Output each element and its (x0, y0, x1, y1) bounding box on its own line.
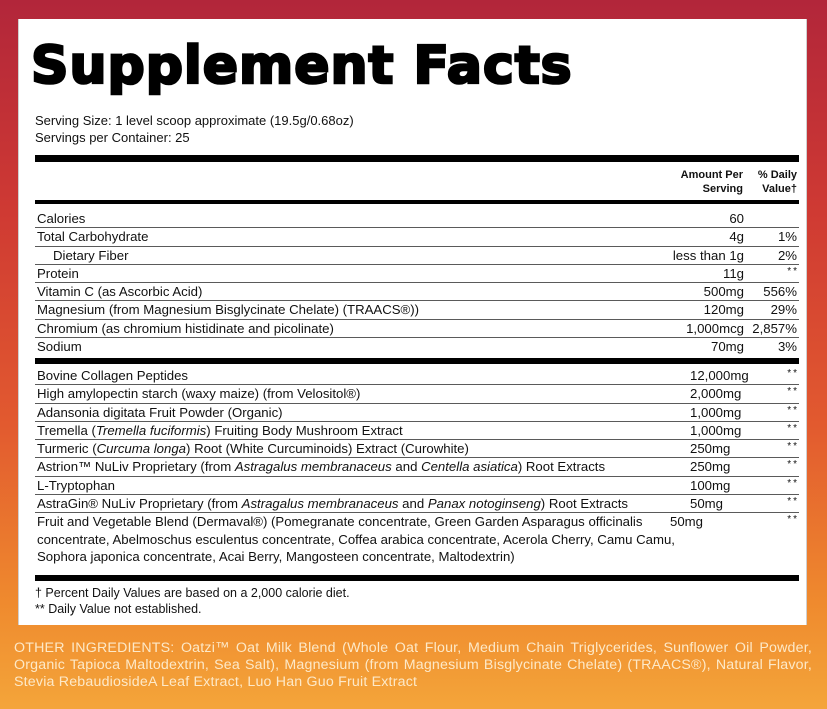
panel-title: Supplement Facts (31, 36, 573, 96)
ingredient-row-fruit-blend: Fruit and Vegetable Blend (Dermaval®) (Pomegranate concentrate, Green Garden Asparagus officinalis concentrate, Abelmoschus esculentus concentrate, Coffea arabica concentrate, Acerola Cherry, Camu Camu, Sophora japonica concentrate, Acai Berry, Mangosteen concentrate, Maltodextrin) 50mg ** (37, 514, 799, 564)
ingredient-row-turmeric: Turmeric (Curcuma longa) Root (White Curcuminoids) Extract (Curowhite) 250mg ** (35, 440, 799, 458)
nutrient-row-magnesium: Magnesium (from Magnesium Bisglycinate Chelate) (TRAACS®)) 120mg 29% (35, 301, 799, 319)
ingredient-rows (35, 367, 799, 569)
ingredient-row-adansonia: Adansonia digitata Fruit Powder (Organic) 1,000mg ** (35, 404, 799, 422)
other-ingredients: OTHER INGREDIENTS: Oatzi™ Oat Milk Blend (Whole Oat Flour, Medium Chain Triglycerides, Sunflower Oil Powder, Organic Tapioca Maltodextrin, Sea Salt), Magnesium (from Magnesium Bisglycinate Chelate) (TRAACS®), Natural Flavor, Stevia RebaudiosideA Leaf Extract, Luo Han Guo Fruit Extract (14, 640, 812, 691)
nutrient-row-protein: Protein 11g ** (35, 265, 799, 283)
top-thick-rule (35, 155, 799, 162)
column-headers (35, 167, 799, 197)
middle-thick-rule (35, 358, 799, 364)
nutrient-row-calories: Calories 60 (35, 210, 799, 228)
ingredient-row-astragin: AstraGin® NuLiv Proprietary (from Astragalus membranaceus and Panax notoginseng) Root Extracts 50mg ** (35, 495, 799, 513)
servings-per-container: Servings per Container: 25 (35, 130, 190, 145)
nutrient-row-sodium: Sodium 70mg 3% (37, 339, 797, 355)
bottom-thick-rule (35, 575, 799, 581)
nutrient-row-dietary-fiber: Dietary Fiber less than 1g 2% (35, 247, 799, 265)
daily-value-header: % Daily Value† (757, 169, 797, 195)
footnote-double-star: ** Daily Value not established. (35, 602, 202, 616)
footnote-dagger: † Percent Daily Values are based on a 2,000 calorie diet. (35, 586, 350, 600)
ingredient-row-astrion: Astrion™ NuLiv Proprietary (from Astragalus membranaceus and Centella asiatica) Root Extracts 250mg ** (35, 458, 799, 476)
footnotes (35, 585, 350, 617)
supplement-facts-panel (18, 19, 807, 625)
ingredient-row-collagen: Bovine Collagen Peptides 12,000mg ** (35, 367, 799, 385)
nutrient-row-carbohydrate: Total Carbohydrate 4g 1% (35, 228, 799, 246)
nutrient-rows (35, 210, 799, 356)
serving-size: Serving Size: 1 level scoop approximate (19.5g/0.68oz) (35, 113, 354, 128)
ingredient-row-tremella: Tremella (Tremella fuciformis) Fruiting Body Mushroom Extract 1,000mg ** (35, 422, 799, 440)
amount-header: Amount Per Serving (680, 169, 743, 195)
ingredient-row-tryptophan: L-Tryptophan 100mg ** (35, 477, 799, 495)
header-rule (35, 200, 799, 204)
serving-info (35, 112, 354, 146)
nutrient-row-vitamin-c: Vitamin C (as Ascorbic Acid) 500mg 556% (35, 283, 799, 301)
nutrient-row-chromium: Chromium (as chromium histidinate and picolinate) 1,000mcg 2,857% (35, 320, 799, 338)
ingredient-row-starch: High amylopectin starch (waxy maize) (from Velositol®) 2,000mg ** (35, 385, 799, 403)
